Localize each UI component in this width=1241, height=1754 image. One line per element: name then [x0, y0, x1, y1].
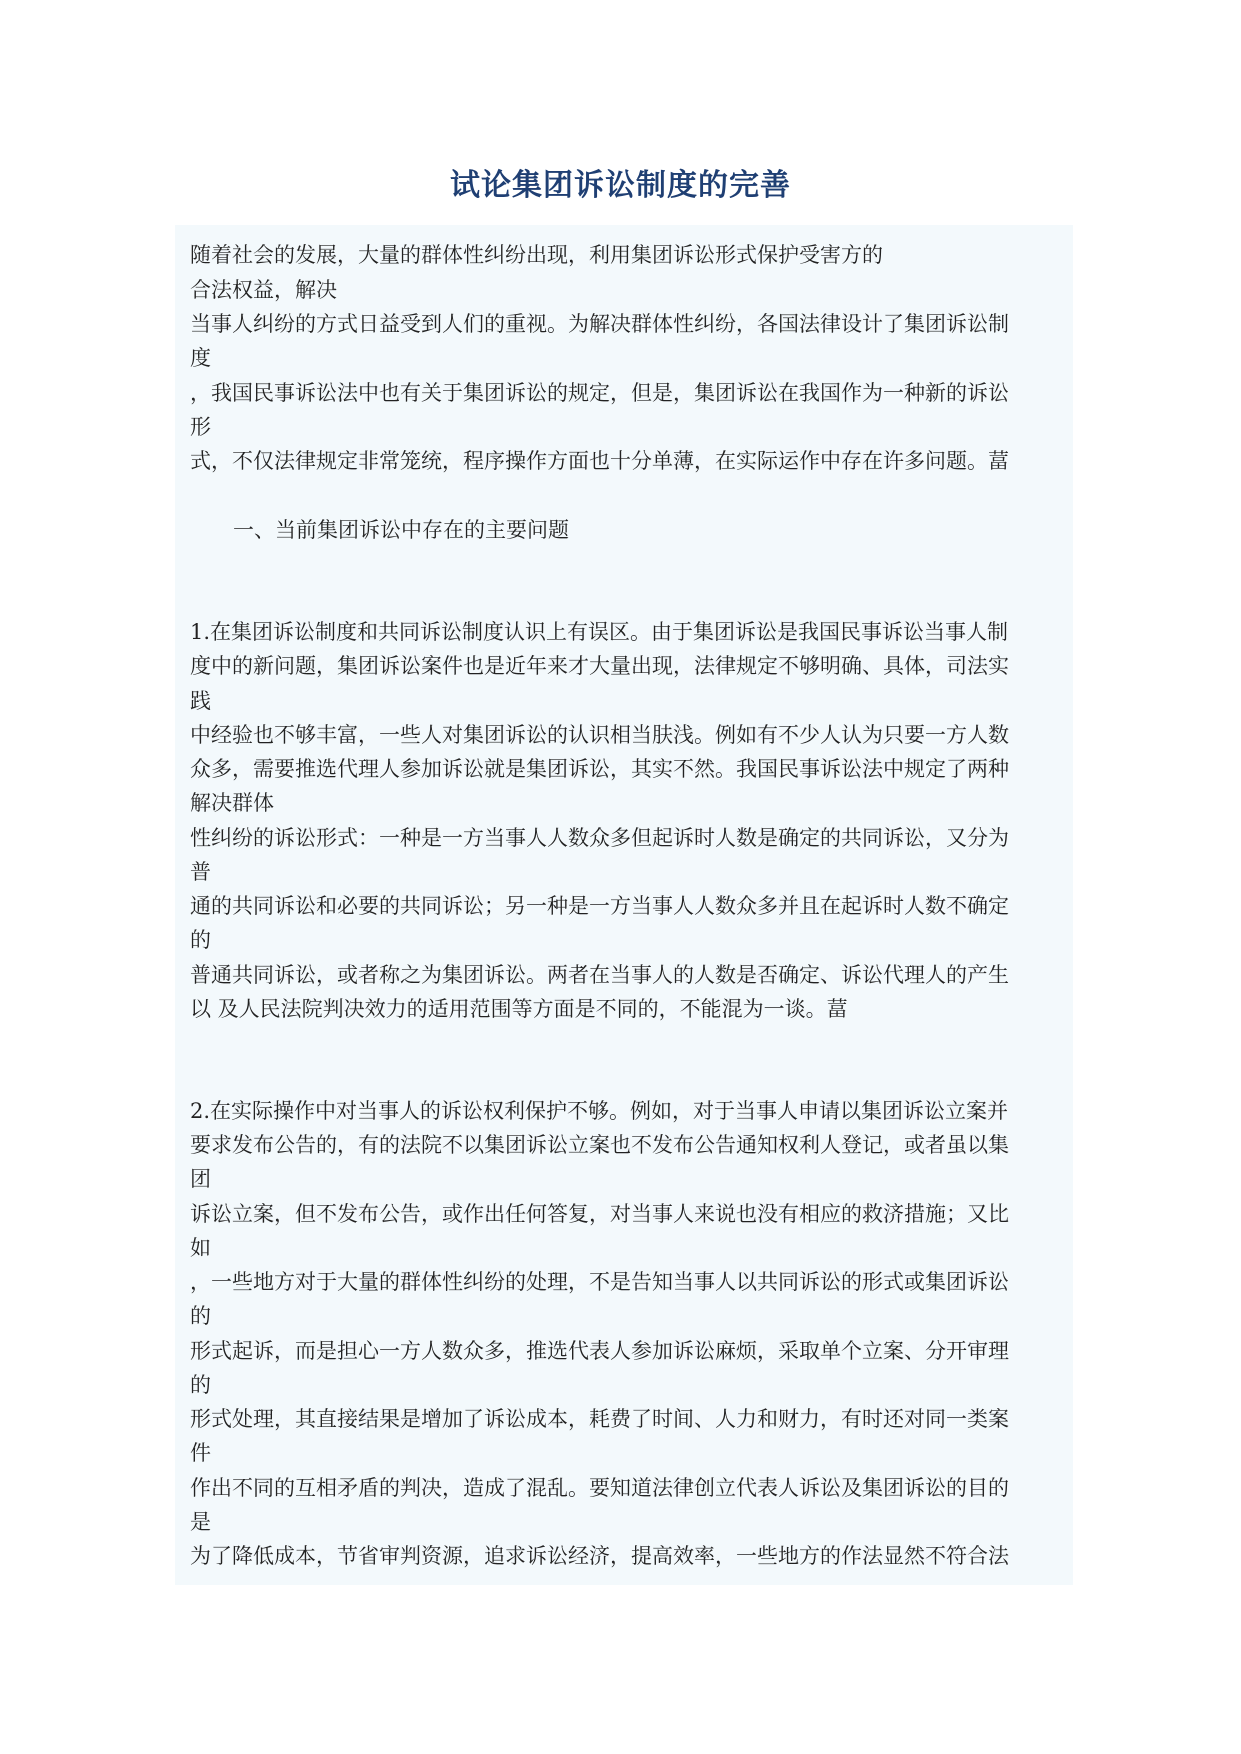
point1-line: 践 [190, 689, 211, 713]
point1-line: 的 [190, 928, 211, 952]
document-title: 试论集团诉讼制度的完善 [450, 168, 791, 203]
point2-line: 如 [190, 1236, 211, 1260]
point1-line: 性纠纷的诉讼形式：一种是一方当事人人数众多但起诉时人数是确定的共同诉讼，又分为 [190, 826, 1009, 850]
point2-line: 的 [190, 1304, 211, 1328]
intro-line: 随着社会的发展，大量的群体性纠纷出现，利用集团诉讼形式保护受害方的 [190, 243, 883, 267]
point2-line: 是 [190, 1510, 211, 1534]
point2-line: 作出不同的互相矛盾的判决，造成了混乱。要知道法律创立代表人诉讼及集团诉讼的目的 [190, 1476, 1009, 1500]
point2-line: 要求发布公告的，有的法院不以集团诉讼立案也不发布公告通知权利人登记，或者虽以集 [190, 1133, 1009, 1157]
point2-line: 形式起诉，而是担心一方人数众多，推选代表人参加诉讼麻烦，采取单个立案、分开审理 [190, 1339, 1009, 1363]
point2-line: 件 [190, 1441, 211, 1465]
intro-line: 度 [190, 346, 211, 370]
intro-line: 合法权益，解决 [190, 278, 337, 302]
point1-line: 众多，需要推选代理人参加诉讼就是集团诉讼，其实不然。我国民事诉讼法中规定了两种 [190, 757, 1009, 781]
intro-line: 当事人纠纷的方式日益受到人们的重视。为解决群体性纠纷，各国法律设计了集团诉讼制 [190, 312, 1009, 336]
point2-line: 的 [190, 1373, 211, 1397]
section-heading: 一、当前集团诉讼中存在的主要问题 [233, 518, 569, 542]
point2-line: 诉讼立案，但不发布公告，或作出任何答复，对当事人来说也没有相应的救济措施；又比 [190, 1202, 1009, 1226]
point1-line: 普 [190, 860, 211, 884]
point2-line: 为了降低成本，节省审判资源，追求诉讼经济，提高效率，一些地方的作法显然不符合法 [190, 1544, 1009, 1568]
point2-line: 团 [190, 1167, 211, 1191]
point1-line: 中经验也不够丰富，一些人对集团诉讼的认识相当肤浅。例如有不少人认为只要一方人数 [190, 723, 1009, 747]
point1-line: 1.在集团诉讼制度和共同诉讼制度认识上有误区。由于集团诉讼是我国民事诉讼当事人制 [190, 620, 1009, 644]
point2-line: 形式处理，其直接结果是增加了诉讼成本，耗费了时间、人力和财力，有时还对同一类案 [190, 1407, 1009, 1431]
point1-line: 通的共同诉讼和必要的共同诉讼；另一种是一方当事人人数众多并且在起诉时人数不确定 [190, 894, 1009, 918]
intro-line: 形 [190, 415, 211, 439]
point1-line: 以 及人民法院判决效力的适用范围等方面是不同的，不能混为一谈。葍 [190, 997, 848, 1021]
intro-line: ，我国民事诉讼法中也有关于集团诉讼的规定，但是，集团诉讼在我国作为一种新的诉讼 [190, 381, 1009, 405]
intro-line: 式，不仅法律规定非常笼统，程序操作方面也十分单薄，在实际运作中存在许多问题。葍 [190, 449, 1009, 473]
point1-line: 度中的新问题，集团诉讼案件也是近年来才大量出现，法律规定不够明确、具体，司法实 [190, 654, 1009, 678]
point2-line: ，一些地方对于大量的群体性纠纷的处理，不是告知当事人以共同诉讼的形式或集团诉讼 [190, 1270, 1009, 1294]
point2-line: 2.在实际操作中对当事人的诉讼权利保护不够。例如，对于当事人申请以集团诉讼立案并 [190, 1099, 1009, 1123]
point1-line: 解决群体 [190, 791, 274, 815]
point1-line: 普通共同诉讼，或者称之为集团诉讼。两者在当事人的人数是否确定、诉讼代理人的产生 [190, 963, 1009, 987]
